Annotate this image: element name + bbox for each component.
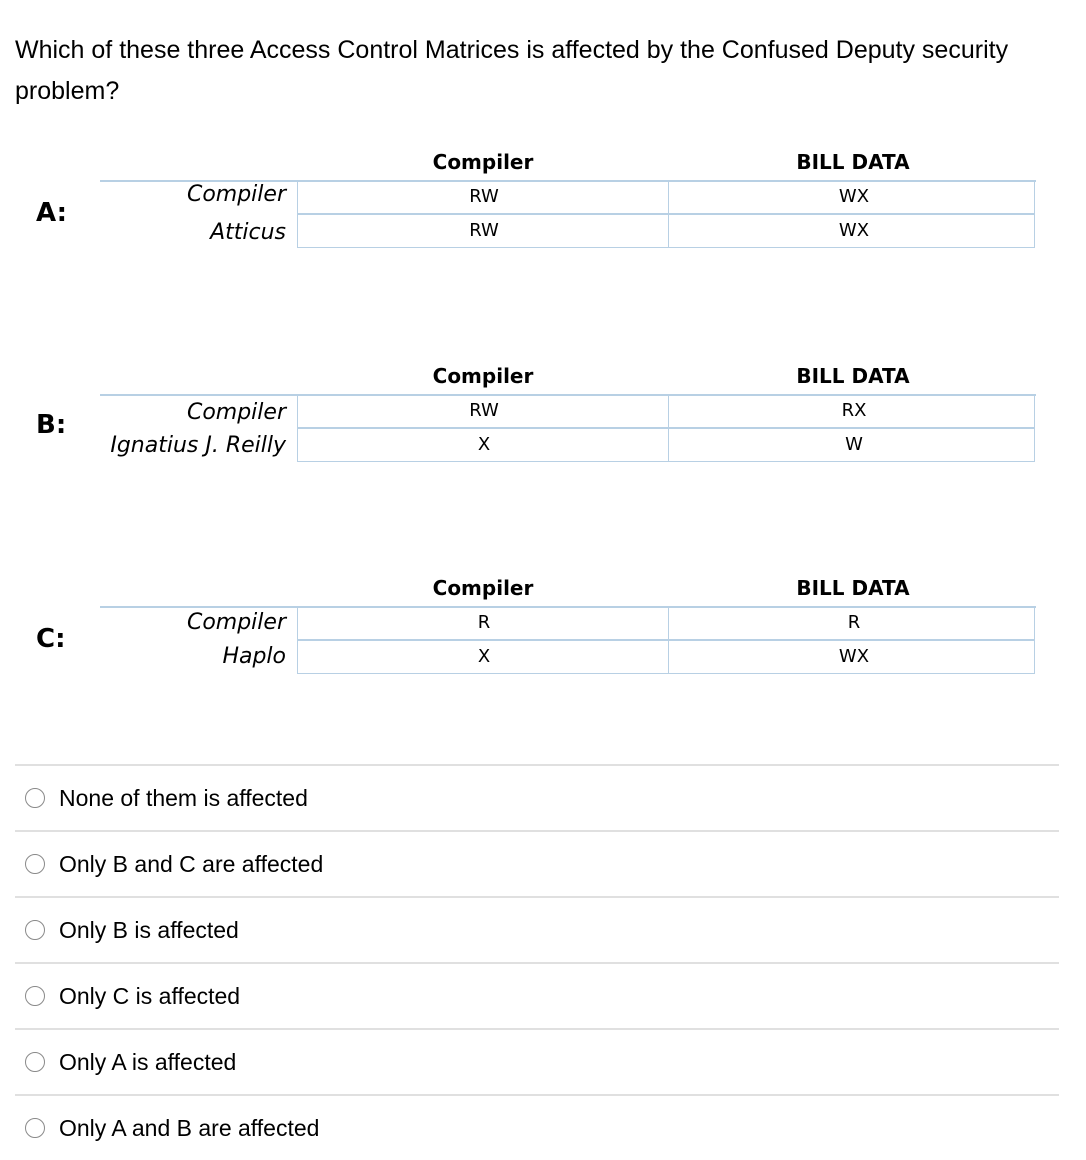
table-row: [297, 428, 1035, 462]
table-cell: W: [845, 434, 863, 455]
table-cell: RW: [469, 220, 499, 241]
table-cell: RW: [469, 186, 499, 207]
matrix-c: [0, 576, 1086, 706]
option-b-and-c[interactable]: [15, 830, 1059, 896]
column-header-compiler: Compiler: [432, 364, 534, 388]
option-only-c[interactable]: [15, 962, 1059, 1028]
table-cell: RX: [841, 400, 867, 421]
table-cell: X: [477, 434, 491, 455]
table-cell: R: [847, 612, 861, 633]
radio-button[interactable]: [25, 788, 45, 808]
matrix-b: [0, 364, 1086, 494]
option-label[interactable]: Only B is affected: [59, 916, 239, 943]
option-none-affected[interactable]: [15, 764, 1059, 830]
radio-button[interactable]: [25, 986, 45, 1006]
radio-button[interactable]: [25, 1118, 45, 1138]
column-header-compiler: Compiler: [432, 150, 534, 174]
option-label[interactable]: None of them is affected: [59, 784, 308, 811]
row-label: Ignatius J. Reilly: [110, 433, 286, 458]
table-row: [297, 640, 1035, 674]
row-label: Atticus: [210, 220, 286, 245]
column-header-compiler: Compiler: [432, 576, 534, 600]
option-only-b[interactable]: [15, 896, 1059, 962]
question-text: Which of these three Access Control Matrices is affected by the Confused Deputy security problem?: [15, 36, 1009, 105]
column-header-bill-data: BILL DATA: [796, 576, 910, 600]
row-label: Compiler: [186, 400, 286, 425]
radio-button[interactable]: [25, 1052, 45, 1072]
table-row: [297, 180, 1035, 214]
option-label[interactable]: Only A is affected: [59, 1048, 237, 1075]
column-header-bill-data: BILL DATA: [796, 364, 910, 388]
table-cell: WX: [838, 646, 870, 667]
table-row: [297, 394, 1035, 428]
matrix-letter: B:: [36, 410, 67, 440]
matrix-letter: A:: [36, 198, 68, 228]
matrix-a: [0, 150, 1086, 280]
row-label: Compiler: [186, 610, 286, 635]
table-cell: WX: [838, 186, 870, 207]
table-row: [297, 214, 1035, 248]
table-cell: R: [477, 612, 491, 633]
option-label[interactable]: Only A and B are affected: [59, 1114, 320, 1141]
option-label[interactable]: Only B and C are affected: [59, 850, 324, 877]
row-label: Compiler: [186, 182, 286, 207]
table-cell: RW: [469, 400, 499, 421]
option-a-and-b[interactable]: [15, 1094, 1059, 1160]
column-header-bill-data: BILL DATA: [796, 150, 910, 174]
table-row: [297, 606, 1035, 640]
answer-options: [15, 764, 1059, 1160]
matrix-letter: C:: [36, 624, 66, 654]
option-label[interactable]: Only C is affected: [59, 982, 241, 1009]
radio-button[interactable]: [25, 920, 45, 940]
table-cell: X: [477, 646, 491, 667]
option-only-a[interactable]: [15, 1028, 1059, 1094]
radio-button[interactable]: [25, 854, 45, 874]
row-label: Haplo: [222, 644, 286, 669]
table-cell: WX: [838, 220, 870, 241]
